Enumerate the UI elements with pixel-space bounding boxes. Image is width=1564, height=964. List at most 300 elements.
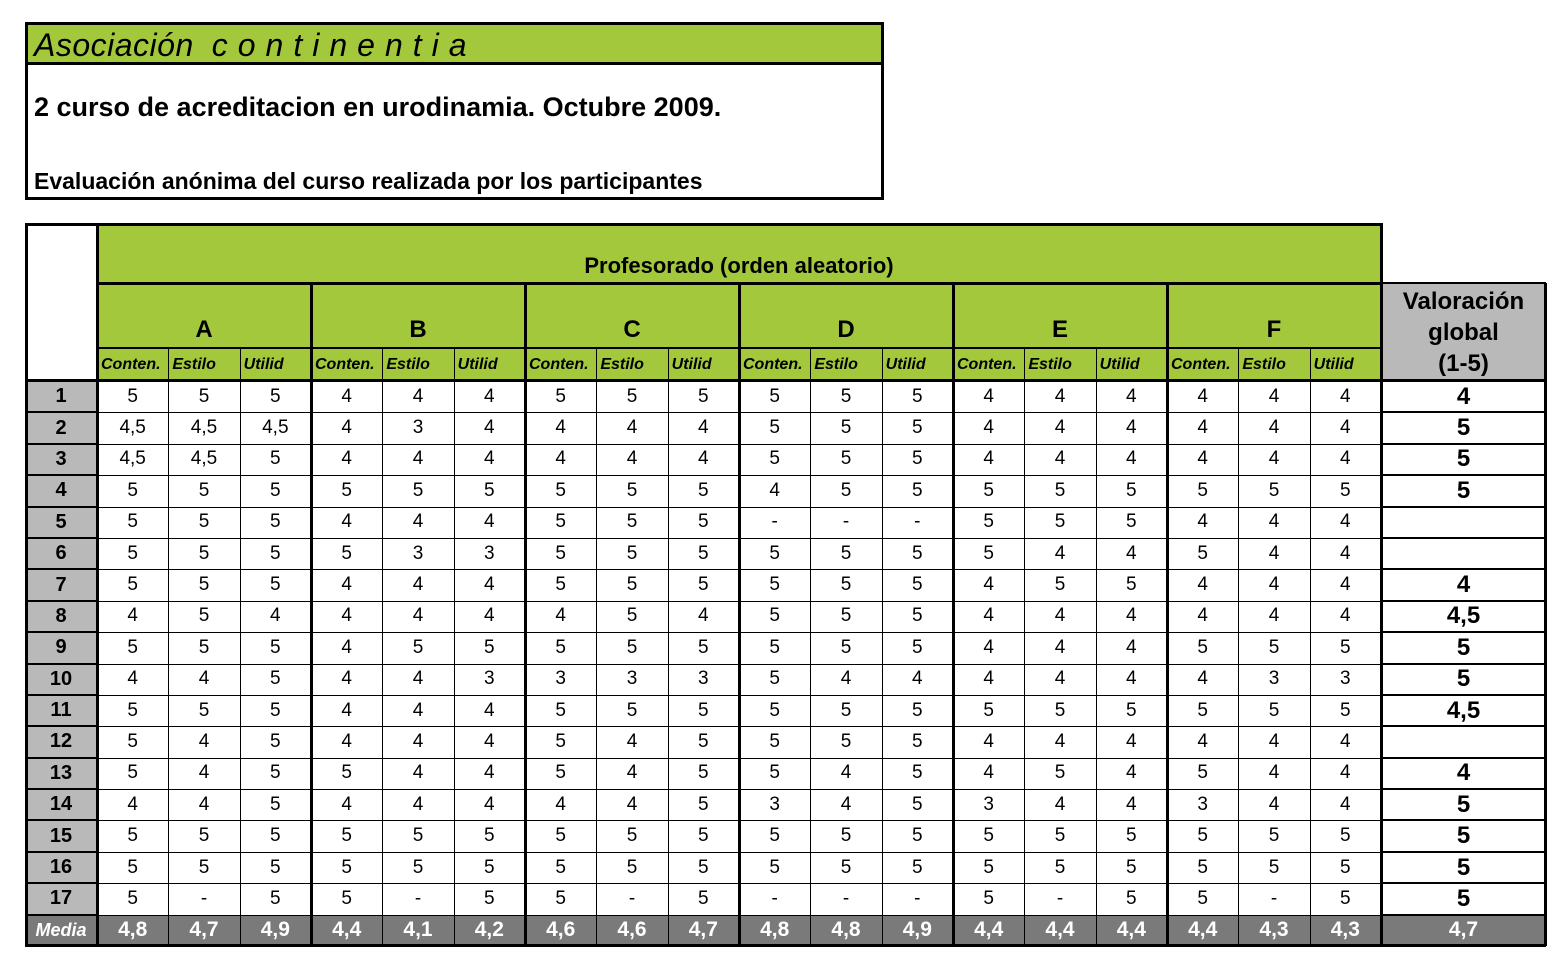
global-rating-cell: 5: [1456, 414, 1471, 442]
score-cell: 5: [840, 825, 852, 847]
score-cell: 5: [341, 762, 352, 784]
score-cell: 4: [983, 605, 994, 627]
score-cell: 4: [840, 793, 852, 815]
score-cell: 5: [769, 574, 780, 596]
score-cell: 4: [1268, 730, 1280, 752]
score-cell: 5: [1126, 856, 1137, 878]
score-cell: 4: [769, 479, 780, 501]
score-cell: 4: [484, 793, 495, 815]
grid-line: [25, 474, 97, 476]
score-cell: 4: [1268, 762, 1280, 784]
grid-line: [97, 538, 1381, 539]
score-cell: 5: [1268, 479, 1280, 501]
score-cell: 4: [1340, 730, 1351, 752]
global-rating-cell: [1381, 507, 1546, 538]
score-cell: 4: [1340, 605, 1351, 627]
score-cell: 4: [983, 417, 994, 439]
score-cell: -: [1056, 887, 1064, 909]
score-cell: 5: [1054, 856, 1066, 878]
score-cell: 5: [840, 542, 852, 564]
score-cell: 5: [1340, 479, 1351, 501]
score-cell: 4: [198, 668, 210, 690]
row-number: 11: [25, 695, 97, 726]
score-cell: 3: [412, 542, 424, 564]
score-cell: 5: [1268, 636, 1280, 658]
score-cell: -: [414, 887, 422, 909]
grid-line: [97, 915, 1381, 916]
score-cell: 5: [912, 448, 923, 470]
row-number: 15: [25, 820, 97, 851]
grid-line: [524, 283, 527, 946]
teacher-header-a: A: [97, 283, 311, 348]
media-cell: 4,9: [240, 915, 311, 946]
grid-line: [1381, 663, 1546, 665]
grid-line: [1381, 411, 1546, 413]
global-rating-cell: 4: [1456, 571, 1471, 599]
score-cell: 4: [1340, 793, 1351, 815]
score-cell: -: [628, 887, 636, 909]
score-cell: 5: [1054, 511, 1066, 533]
score-cell: 5: [698, 636, 709, 658]
score-cell: 5: [1054, 479, 1066, 501]
score-cell: 4,5: [190, 417, 218, 439]
media-cell: 4,1: [382, 915, 453, 946]
score-cell: 5: [341, 856, 352, 878]
score-cell: 4: [555, 605, 566, 627]
global-rating-cell: 5: [1456, 853, 1471, 881]
grid-line: [668, 348, 669, 946]
score-cell: 5: [1054, 825, 1066, 847]
score-cell: 5: [412, 636, 424, 658]
score-cell: 4: [484, 605, 495, 627]
grid-line: [25, 725, 97, 727]
media-cell: 4,6: [596, 915, 667, 946]
grid-line: [1238, 348, 1239, 946]
score-cell: -: [842, 511, 850, 533]
score-cell: 4: [555, 448, 566, 470]
score-cell: -: [914, 511, 921, 533]
score-cell: 4: [484, 511, 495, 533]
score-cell: 5: [912, 856, 923, 878]
score-cell: 4: [1126, 668, 1137, 690]
score-cell: 4: [1197, 385, 1208, 407]
score-cell: 5: [127, 542, 138, 564]
score-cell: 4: [1268, 542, 1280, 564]
score-cell: 4: [198, 762, 210, 784]
row-number: 7: [25, 569, 97, 600]
grid-line: [25, 506, 97, 508]
score-cell: 5: [127, 479, 138, 501]
score-cell: 5: [555, 887, 566, 909]
score-cell: 5: [484, 825, 495, 847]
score-cell: 5: [769, 542, 780, 564]
score-cell: 5: [626, 825, 638, 847]
score-cell: 5: [198, 856, 210, 878]
score-cell: 5: [840, 636, 852, 658]
grid-line: [810, 348, 811, 946]
global-rating-cell: 5: [1456, 822, 1471, 850]
media-cell: 4,4: [311, 915, 382, 946]
evaluation-subtitle: Evaluación anónima del curso realizada por los participantes: [34, 168, 703, 194]
grid-line: [1166, 283, 1169, 946]
score-cell: 5: [698, 385, 709, 407]
score-cell: 5: [983, 479, 994, 501]
grid-line: [25, 663, 97, 665]
row-number: 13: [25, 758, 97, 789]
score-cell: 4: [1268, 511, 1280, 533]
score-cell: 5: [698, 574, 709, 596]
grid-line: [310, 283, 313, 946]
score-cell: -: [771, 511, 778, 533]
score-cell: 5: [198, 825, 210, 847]
score-cell: 5: [1054, 574, 1066, 596]
score-cell: 4: [1268, 574, 1280, 596]
score-cell: 5: [341, 542, 352, 564]
row-number: 12: [25, 726, 97, 757]
grid-line: [25, 568, 97, 570]
media-cell: 4,4: [1096, 915, 1167, 946]
score-cell: 4: [1126, 762, 1137, 784]
score-cell: 4: [341, 385, 352, 407]
row-number: 9: [25, 632, 97, 663]
score-cell: 5: [198, 574, 210, 596]
score-cell: 4: [484, 730, 495, 752]
score-cell: 5: [1268, 856, 1280, 878]
score-cell: 5: [270, 385, 281, 407]
score-cell: 5: [1268, 699, 1280, 721]
score-cell: 5: [1054, 762, 1066, 784]
score-cell: 5: [270, 479, 281, 501]
score-cell: 4: [626, 448, 638, 470]
grid-line: [1381, 474, 1546, 476]
score-cell: 5: [412, 856, 424, 878]
score-cell: 4: [1340, 762, 1351, 784]
grid-line: [25, 882, 97, 884]
score-cell: 5: [270, 825, 281, 847]
global-rating-header: [1381, 283, 1546, 381]
score-cell: 4: [1340, 385, 1351, 407]
score-cell: 5: [769, 636, 780, 658]
score-cell: 5: [912, 793, 923, 815]
grid-line: [1381, 631, 1546, 633]
score-cell: 5: [840, 479, 852, 501]
score-cell: 4: [1126, 793, 1137, 815]
score-cell: 5: [198, 479, 210, 501]
grid-line: [25, 411, 97, 413]
score-cell: 5: [912, 417, 923, 439]
score-cell: 3: [626, 668, 638, 690]
score-cell: 5: [555, 636, 566, 658]
score-cell: 4: [1197, 668, 1208, 690]
score-cell: 4: [983, 762, 994, 784]
score-cell: 5: [698, 762, 709, 784]
score-cell: 4: [983, 668, 994, 690]
grid-line: [97, 852, 1381, 853]
score-cell: 4: [1197, 730, 1208, 752]
score-cell: 5: [270, 762, 281, 784]
score-cell: 5: [626, 605, 638, 627]
score-cell: 4: [412, 699, 424, 721]
score-cell: 5: [198, 605, 210, 627]
score-cell: 4: [127, 605, 138, 627]
score-cell: 5: [698, 825, 709, 847]
score-cell: 5: [983, 856, 994, 878]
grid-line: [1380, 223, 1383, 946]
score-cell: 5: [1126, 825, 1137, 847]
score-cell: 5: [698, 479, 709, 501]
score-cell: 5: [198, 699, 210, 721]
score-cell: 4: [412, 448, 424, 470]
grid-line: [882, 348, 883, 946]
grid-line: [1381, 788, 1546, 790]
score-cell: 4: [270, 605, 281, 627]
score-cell: 5: [1197, 887, 1208, 909]
score-cell: 5: [484, 479, 495, 501]
media-cell: 4,4: [953, 915, 1024, 946]
grid-line: [168, 348, 169, 946]
score-cell: 5: [1126, 574, 1137, 596]
score-cell: 5: [198, 385, 210, 407]
score-cell: 5: [555, 542, 566, 564]
score-cell: 5: [912, 762, 923, 784]
score-cell: 4: [412, 574, 424, 596]
score-cell: 4: [1054, 417, 1066, 439]
score-cell: 4: [1197, 511, 1208, 533]
score-cell: 4: [127, 793, 138, 815]
row-number: 3: [25, 444, 97, 475]
row-number: 4: [25, 475, 97, 506]
media-cell: 4,4: [1167, 915, 1238, 946]
score-cell: 5: [555, 574, 566, 596]
grid-line: [25, 819, 97, 821]
score-cell: 4: [626, 793, 638, 815]
row-number: 2: [25, 412, 97, 443]
teacher-header-c: C: [525, 283, 739, 348]
score-cell: 4: [626, 762, 638, 784]
score-cell: 5: [1197, 479, 1208, 501]
score-cell: 3: [412, 417, 424, 439]
score-cell: 5: [769, 448, 780, 470]
subcolumn-header: Conten.: [311, 348, 382, 381]
score-cell: 3: [1340, 668, 1351, 690]
score-cell: 5: [127, 511, 138, 533]
score-cell: 4: [983, 636, 994, 658]
grid-line: [97, 758, 1381, 759]
grid-line: [1381, 600, 1546, 602]
score-cell: 4: [341, 793, 352, 815]
score-cell: 5: [912, 730, 923, 752]
global-rating-cell: 5: [1456, 665, 1471, 693]
score-cell: 4: [555, 793, 566, 815]
grid-line: [25, 223, 1383, 226]
score-cell: 5: [341, 825, 352, 847]
score-cell: 3: [484, 668, 495, 690]
course-title: 2 curso de acreditacion en urodinamia. Octubre 2009.: [34, 92, 722, 122]
score-cell: 4: [412, 730, 424, 752]
score-cell: 5: [769, 605, 780, 627]
grid-line: [97, 820, 1381, 821]
score-cell: 5: [1126, 511, 1137, 533]
score-cell: 5: [912, 479, 923, 501]
score-cell: 5: [912, 385, 923, 407]
media-cell: 4,7: [168, 915, 239, 946]
media-cell: 4,9: [882, 915, 953, 946]
score-cell: 4: [484, 385, 495, 407]
global-rating-header-line: (1-5): [1438, 349, 1489, 377]
score-cell: 4: [341, 636, 352, 658]
score-cell: 4,5: [119, 417, 146, 439]
grid-line: [738, 283, 741, 946]
score-cell: 5: [127, 730, 138, 752]
score-cell: 4: [412, 793, 424, 815]
score-cell: 5: [198, 511, 210, 533]
score-cell: 5: [555, 825, 566, 847]
score-cell: 3: [1268, 668, 1280, 690]
score-cell: 5: [698, 699, 709, 721]
score-cell: 4: [912, 668, 923, 690]
grid-line: [1381, 282, 1546, 284]
grid-line: [1381, 568, 1546, 570]
score-cell: 5: [769, 668, 780, 690]
grid-line: [1310, 348, 1311, 946]
grid-line: [1381, 819, 1546, 821]
media-cell: 4,3: [1310, 915, 1381, 946]
score-cell: 4: [555, 417, 566, 439]
score-cell: 4: [1054, 668, 1066, 690]
media-cell: 4,8: [97, 915, 168, 946]
score-cell: 5: [555, 730, 566, 752]
score-cell: 5: [484, 856, 495, 878]
score-cell: 3: [1197, 793, 1208, 815]
score-cell: 5: [412, 825, 424, 847]
score-cell: 4: [341, 605, 352, 627]
global-rating-cell: 4,5: [1446, 602, 1481, 630]
course-header: [25, 22, 884, 200]
score-cell: 4: [1340, 417, 1351, 439]
grid-line: [1381, 443, 1546, 445]
subcolumn-header: Utilid: [454, 348, 525, 381]
teacher-header-e: E: [953, 283, 1167, 348]
score-cell: 4: [698, 605, 709, 627]
score-cell: 5: [626, 636, 638, 658]
score-cell: 4: [341, 417, 352, 439]
media-global-cell: 4,7: [1381, 915, 1546, 946]
subcolumn-header: Estilo: [1024, 348, 1095, 381]
score-cell: 4: [1340, 511, 1351, 533]
row-number: 16: [25, 852, 97, 883]
score-cell: 4: [840, 668, 852, 690]
professors-group-header: Profesorado (orden aleatorio): [97, 223, 1381, 283]
score-cell: 5: [626, 699, 638, 721]
score-cell: 4: [626, 417, 638, 439]
score-cell: 5: [1340, 699, 1351, 721]
grid-line: [97, 789, 1381, 790]
grid-line: [97, 664, 1381, 665]
global-rating-cell: 5: [1456, 633, 1471, 661]
subcolumn-header: Conten.: [97, 348, 168, 381]
score-cell: 5: [698, 856, 709, 878]
global-rating-header-line: global: [1428, 318, 1499, 346]
score-cell: 5: [1197, 542, 1208, 564]
global-rating-cell: [1381, 726, 1546, 757]
teacher-header-d: D: [739, 283, 953, 348]
score-cell: 4: [1054, 542, 1066, 564]
row-number: 5: [25, 507, 97, 538]
score-cell: 5: [840, 699, 852, 721]
score-cell: 4: [1126, 636, 1137, 658]
grid-line: [97, 475, 1381, 476]
score-cell: 4: [983, 574, 994, 596]
score-cell: 5: [127, 887, 138, 909]
grid-line: [97, 695, 1381, 696]
score-cell: 4: [1340, 542, 1351, 564]
score-cell: 5: [484, 887, 495, 909]
grid-line: [97, 601, 1381, 602]
grid-line: [25, 537, 97, 539]
grid-line: [25, 223, 28, 946]
score-cell: 4: [626, 730, 638, 752]
score-cell: 5: [1268, 825, 1280, 847]
media-cell: 4,7: [668, 915, 739, 946]
score-cell: -: [1270, 887, 1278, 909]
score-cell: -: [771, 887, 778, 909]
score-cell: 4: [1268, 385, 1280, 407]
media-cell: 4,8: [810, 915, 881, 946]
score-cell: 5: [769, 385, 780, 407]
score-cell: 4: [1054, 385, 1066, 407]
subcolumn-header: Conten.: [1167, 348, 1238, 381]
grid-line: [97, 632, 1381, 633]
row-number: 6: [25, 538, 97, 569]
grid-line: [1381, 537, 1546, 539]
score-cell: 5: [127, 762, 138, 784]
score-cell: 4: [840, 762, 852, 784]
score-cell: 3: [769, 793, 780, 815]
score-cell: 5: [198, 636, 210, 658]
score-cell: 4: [484, 448, 495, 470]
subcolumn-header: Utilid: [1310, 348, 1381, 381]
score-cell: 5: [626, 511, 638, 533]
score-cell: 5: [1197, 699, 1208, 721]
score-cell: 4: [341, 668, 352, 690]
grid-line: [97, 444, 1381, 445]
grid-line: [25, 788, 97, 790]
score-cell: 4: [1268, 605, 1280, 627]
media-cell: 4,6: [525, 915, 596, 946]
grid-line: [25, 914, 97, 916]
subcolumn-header: Estilo: [810, 348, 881, 381]
score-cell: 5: [698, 887, 709, 909]
score-cell: 4: [1268, 448, 1280, 470]
media-cell: 4,8: [739, 915, 810, 946]
score-cell: 5: [769, 730, 780, 752]
score-cell: 4: [1126, 605, 1137, 627]
score-cell: 4: [1126, 417, 1137, 439]
global-rating-cell: 4: [1456, 382, 1471, 410]
grid-line: [454, 348, 455, 946]
score-cell: 4: [484, 699, 495, 721]
score-cell: 5: [840, 417, 852, 439]
score-cell: 5: [1054, 699, 1066, 721]
score-cell: 5: [270, 793, 281, 815]
score-cell: 5: [270, 448, 281, 470]
subcolumn-header: Utilid: [882, 348, 953, 381]
grid-line: [25, 694, 97, 696]
grid-line: [97, 569, 1381, 570]
global-rating-cell: 4: [1456, 759, 1471, 787]
score-cell: 5: [769, 762, 780, 784]
subcolumn-header: Conten.: [739, 348, 810, 381]
